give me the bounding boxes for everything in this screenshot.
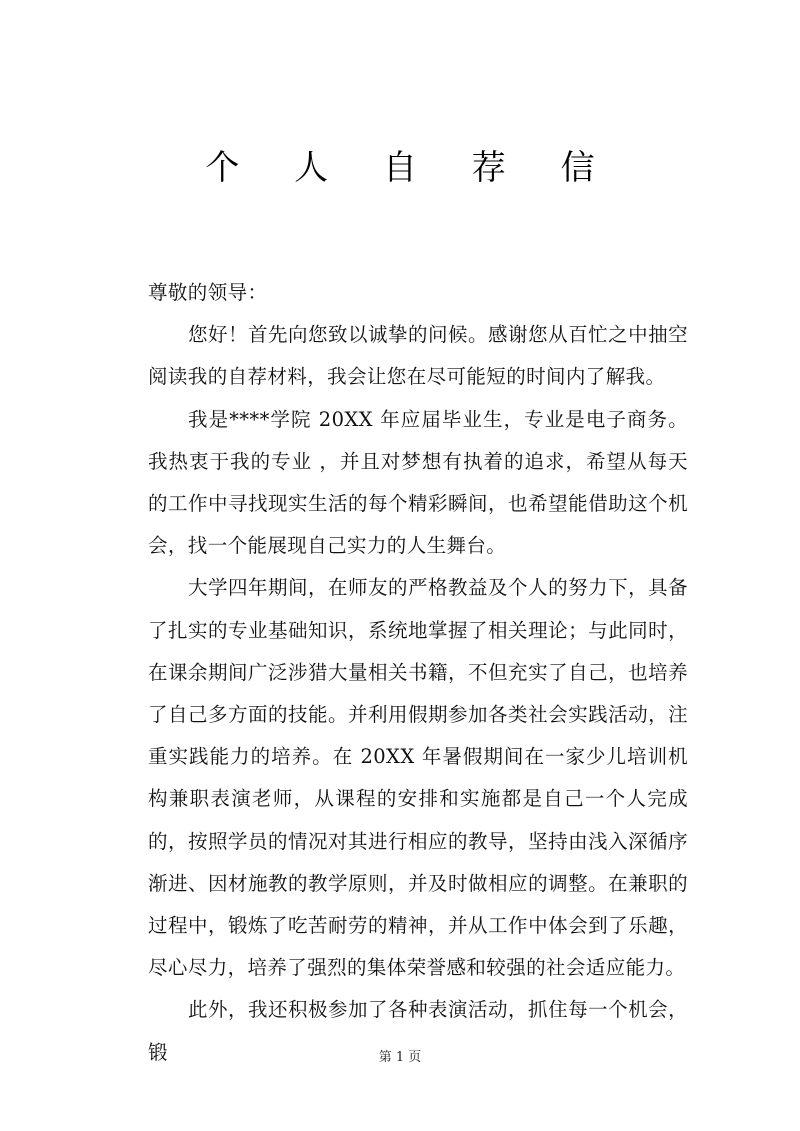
paragraph-university: 大学四年期间，在师友的严格教益及个人的努力下，具备了扎实的专业基础知识，系统地掌握了相关理论；与此同时，在课余期间广泛涉猎大量相关书籍，不但充实了自己，也培养了自己多方面的技能。并利用假期参加各类社会实践活动，注重实践能力的培养。在 20XX 年暑假期间在一家少儿培训机构兼职表演老师，从课程的安排和实施都是自己一个人完成的，按照学员的情况对其进行相应的教导，坚持由浅入深循序渐进、因材施教的教学原则，并及时做相应的调整。在兼职的过程中，锻炼了吃苦耐劳的精神，并从工作中体会到了乐趣，尽心尽力，培养了强烈的集体荣誉感和较强的社会适应能力。 — [148, 576, 688, 980]
salutation: 尊敬的领导： — [148, 281, 268, 304]
page-number: 第 1 页 — [378, 1050, 422, 1065]
paragraph-greeting: 您好！首先向您致以诚挚的问候。感谢您从百忙之中抽空阅读我的自荐材料，我会让您在尽可能短的时间内了解我。 — [148, 323, 688, 389]
paragraph-introduction: 我是****学院 20XX 年应届毕业生，专业是电子商务。我热衷于我的专业 ，并且对梦想有执着的追求，希望从每天的工作中寻找现实生活的每个精彩瞬间，也希望能借助这个机会，找一个能展现自己实力的人生舞台。 — [148, 407, 688, 558]
letter-body — [148, 272, 688, 1074]
paragraph-activities: 此外，我还积极参加了各种表演活动，抓住每一个机会，锻 — [148, 998, 688, 1064]
page-title: 个 人 自 荐 信 — [205, 148, 617, 188]
